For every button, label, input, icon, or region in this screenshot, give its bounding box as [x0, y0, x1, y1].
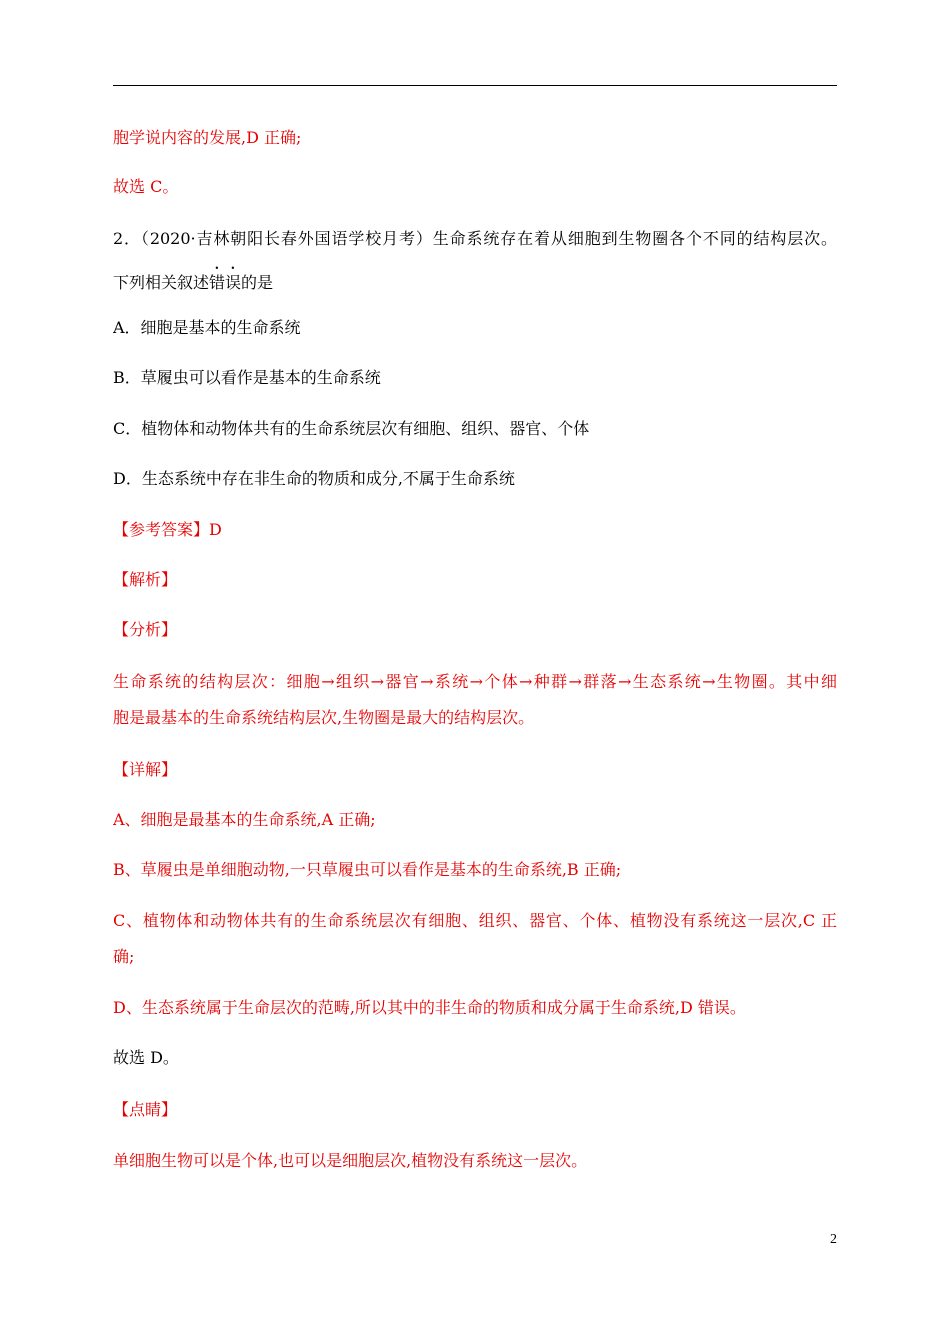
detail-heading: 【详解】	[113, 760, 178, 779]
option-a: A．细胞是基本的生命系统	[113, 318, 301, 337]
stem-pre: 下列相关叙述	[113, 273, 210, 292]
tip-heading: 【点睛】	[113, 1100, 178, 1119]
fenxi-line-2: 胞是最基本的生命系统结构层次,生物圈是最大的结构层次。	[113, 708, 535, 727]
conclusion: 故选 D。	[113, 1048, 179, 1067]
detail-line-c-cont: 确;	[113, 947, 135, 966]
question-stem-line1: 2．（2020·吉林朝阳长春外国语学校月考）生命系统存在着从细胞到生物圈各个不同的结构层次。	[113, 229, 837, 248]
header-rule	[113, 85, 837, 86]
answer-label: 【参考答案】D	[113, 520, 222, 539]
option-b: B．草履虫可以看作是基本的生命系统	[113, 368, 381, 387]
stem-emphasis: 错误	[209, 273, 242, 292]
fenxi-line-1: 生命系统的结构层次：细胞→组织→器官→系统→个体→种群→群落→生态系统→生物圈。其中细	[113, 672, 837, 691]
fenxi-heading: 【分析】	[113, 620, 178, 639]
analysis-heading: 【解析】	[113, 570, 178, 589]
option-d: D．生态系统中存在非生命的物质和成分,不属于生命系统	[113, 469, 515, 488]
page-number: 2	[830, 1232, 837, 1247]
detail-line-b: B、草履虫是单细胞动物,一只草履虫可以看作是基本的生命系统,B 正确;	[113, 860, 622, 879]
prev-detail-tail: 胞学说内容的发展,D 正确;	[113, 128, 302, 147]
prev-conclusion: 故选 C。	[113, 177, 179, 196]
option-c: C．植物体和动物体共有的生命系统层次有细胞、组织、器官、个体	[113, 419, 590, 438]
detail-line-a: A、细胞是最基本的生命系统,A 正确;	[113, 810, 376, 829]
detail-line-d: D、生态系统属于生命层次的范畴,所以其中的非生命的物质和成分属于生命系统,D 错误。	[113, 998, 746, 1017]
stem-post: 的是	[241, 273, 274, 292]
question-stem-line2	[113, 264, 274, 292]
detail-line-c: C、植物体和动物体共有的生命系统层次有细胞、组织、器官、个体、植物没有系统这一层次,C 正	[113, 911, 837, 930]
tip-text: 单细胞生物可以是个体,也可以是细胞层次,植物没有系统这一层次。	[113, 1151, 588, 1170]
